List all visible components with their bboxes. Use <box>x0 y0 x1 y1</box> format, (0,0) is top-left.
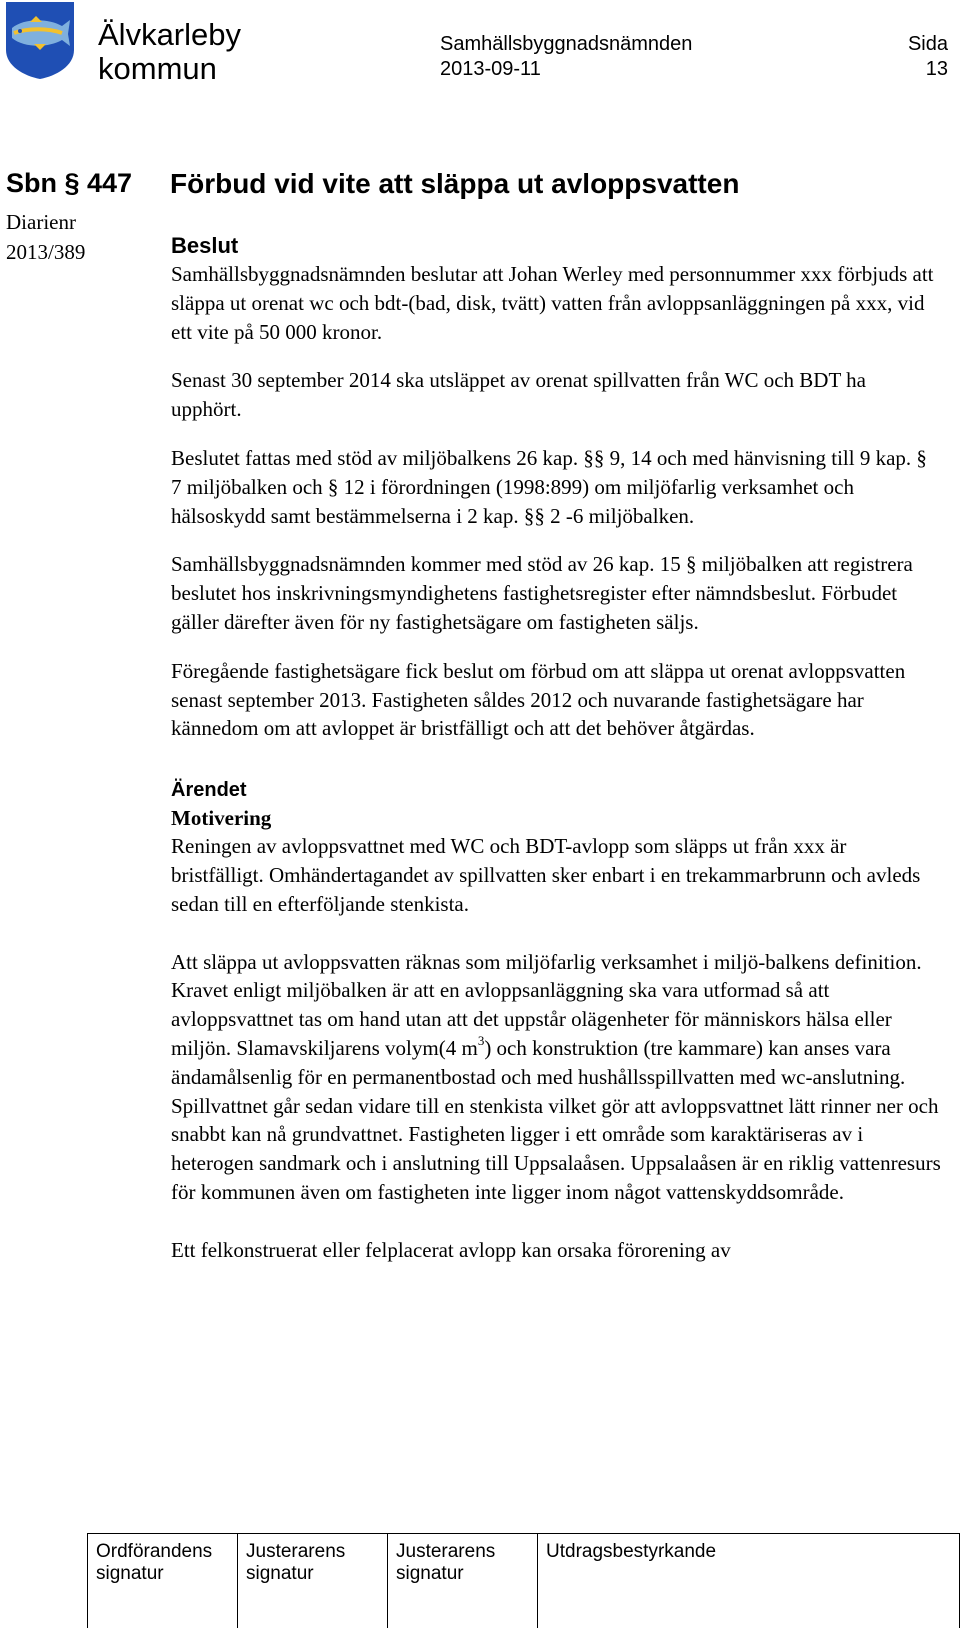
logo-line-2: kommun <box>98 51 217 86</box>
beslut-paragraph-3: Beslutet fattas med stöd av miljöbalkens 26 kap. §§ 9, 14 och med hänvisning till 9 kap. § 7 miljöbalken och § 12 i förordningen (1998:899) om miljöfarlig verksamhet och hälsoskydd samt bestämmelserna i 2 kap. §§ 2 -6 miljöbalken. <box>171 445 927 528</box>
motivering-heading: Motivering <box>171 806 272 831</box>
header-organisation: Samhällsbyggnadsnämnden <box>440 33 693 55</box>
motivering-paragraph-1: Reningen av avloppsvattnet med WC och BDT-avlopp som släpps ut från xxx är bristfälligt. Omhändertagandet av spillvatten sker enbart i en trekammarbrunn och avleds sedan till en efterföljande stenkista. <box>171 834 921 916</box>
document-title: Förbud vid vite att släppa ut avloppsvatten <box>170 168 740 199</box>
motivering-paragraph-2-part-2: ) och konstruktion (tre kammare) kan anses vara ändamålsenlig för en permanentbostad och med hushållsspillvatten med wc-anslutning. Spillvattnet går sedan vidare till en stenkista vilket gör att avloppsvattnet lätt rinner ner och snabbt kan nå grundvattnet. Fastigheten ligger i ett område som karaktäriseras av i heterogen sandmark och i anslutning till Uppsalaåsen. Uppsalaåsen är en riklig vattenresurs för kommunen även om fastigheten inte ligger inom något vattenskyddsområde. <box>171 1035 941 1204</box>
signature-box-adjuster-2-line-2: signatur <box>396 1563 464 1584</box>
signature-box-chair-line-1: Ordförandens <box>96 1541 213 1562</box>
signature-box-adjuster-1-line-2: signatur <box>246 1563 314 1584</box>
signature-footer <box>87 1533 960 1628</box>
motivering-paragraph-2-part-1: Att släppa ut avloppsvatten räknas som miljöfarlig verksamhet i miljö-balkens definition. Kravet enligt miljöbalken är att en avloppsanläggning ska vara utformad så att avloppsvattnet tas om hand utan att det uppstår olägenheter för människors hälsa eller miljön. Slamavskiljarens volym(4 m <box>171 949 922 1060</box>
municipality-coat-of-arms-icon <box>4 0 76 80</box>
municipality-logo-text <box>98 18 241 86</box>
motivering-paragraph-3: Ett felkonstruerat eller felplacerat avlopp kan orsaka förorening av <box>171 1237 731 1262</box>
signature-box-adjuster-1-line-1: Justerarens <box>246 1541 346 1562</box>
diarienr-label: Diarienr <box>6 210 76 234</box>
motivering-paragraph-2 <box>171 948 941 1207</box>
beslut-heading: Beslut <box>171 233 239 258</box>
header-date: 2013-09-11 <box>440 58 541 80</box>
beslut-paragraph-1: Samhällsbyggnadsnämnden beslutar att Johan Werley med personnummer xxx förbjuds att släppa ut orenat wc och bdt-(bad, disk, tvätt) vatten från avloppsanläggningen på xxx, vid ett vite på 50 000 kronor. <box>171 262 934 344</box>
signature-box-adjuster-2-line-1: Justerarens <box>396 1541 496 1562</box>
signature-box-certification <box>538 1534 960 1628</box>
header-page-label: Sida <box>907 33 948 55</box>
arendet-heading: Ärendet <box>171 779 247 802</box>
beslut-paragraph-4: Samhällsbyggnadsnämnden kommer med stöd av 26 kap. 15 § miljöbalken att registrera beslutet hos inskrivningsmyndighetens fastighetsregister efter nämndsbeslut. Förbudet gäller därefter även för ny fastighetsägare om fastigheten säljs. <box>171 552 913 634</box>
signature-box-certification-line-1: Utdragsbestyrkande <box>546 1541 717 1562</box>
signature-box-adjuster-2 <box>388 1534 538 1628</box>
header-page-number: 13 <box>925 58 948 80</box>
signature-box-chair <box>88 1534 238 1628</box>
beslut-paragraph-5: Föregående fastighetsägare fick beslut om förbud om att släppa ut orenat avloppsvatten senast september 2013. Fastigheten såldes 2012 och nuvarande fastighetsägare har kännedom om att avloppet är bristfälligt och att det behöver åtgärdas. <box>171 658 906 741</box>
cubic-superscript: 3 <box>477 1032 485 1048</box>
paragraph-reference: Sbn § 447 <box>6 168 133 198</box>
beslut-paragraph-2: Senast 30 september 2014 ska utsläppet av orenat spillvatten från WC och BDT ha upphört. <box>171 368 866 422</box>
signature-box-adjuster-1 <box>238 1534 388 1628</box>
diarienr-value: 2013/389 <box>6 240 86 264</box>
logo-line-1: Älvkarleby <box>98 17 241 52</box>
document-body <box>171 232 941 1265</box>
signature-box-chair-line-2: signatur <box>96 1563 164 1584</box>
